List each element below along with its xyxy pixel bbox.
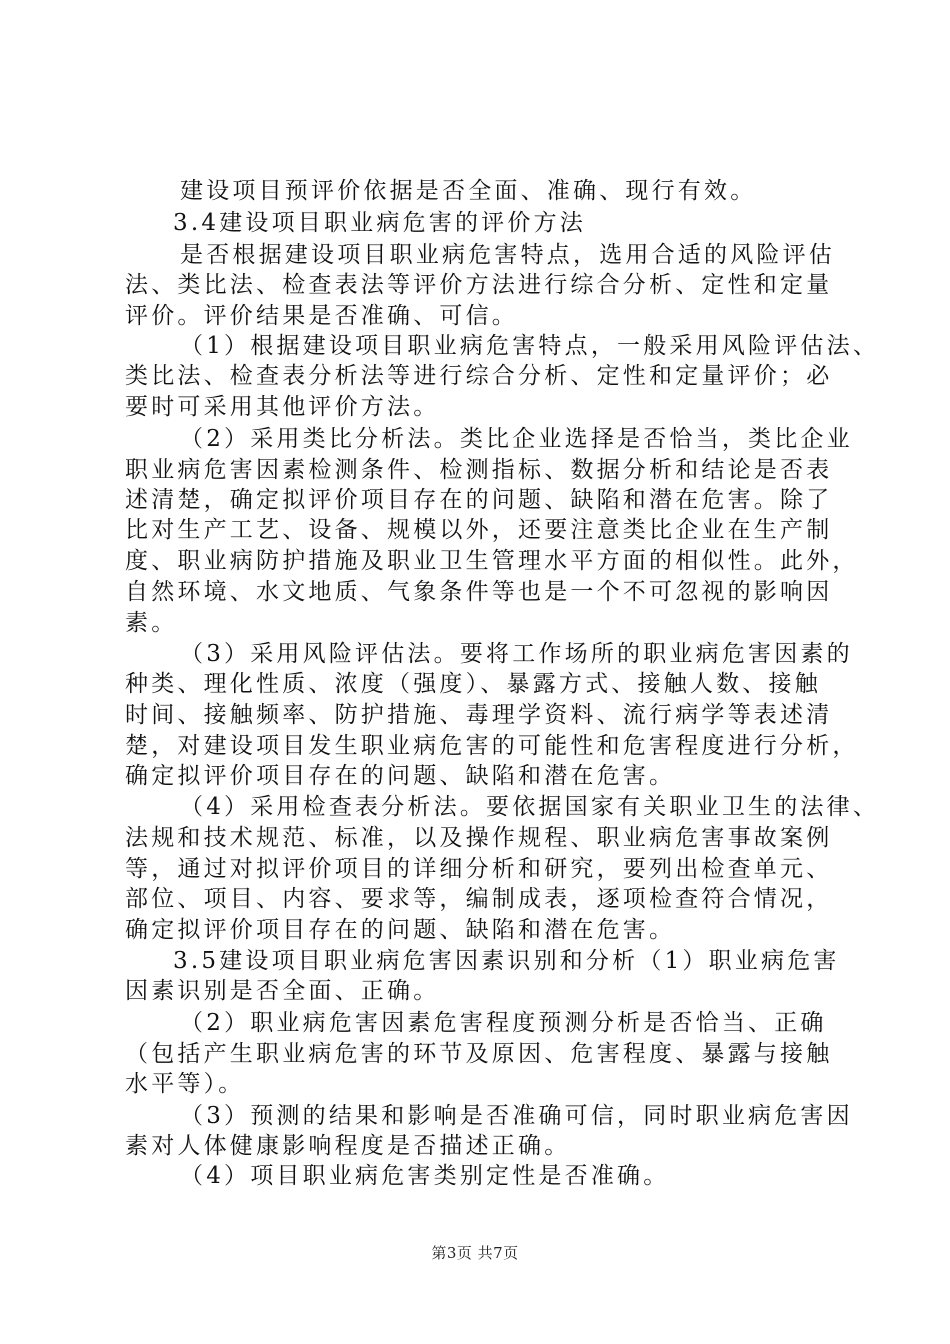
text-line: 自然环境、水文地质、气象条件等也是一个不可忽视的影响因 xyxy=(125,579,833,605)
text-line: （4）项目职业病危害类别定性是否准确。 xyxy=(180,1163,670,1189)
text-line: （2）职业病危害因素危害程度预测分析是否恰当、正确 xyxy=(180,1010,827,1036)
text-line: 法、类比法、检查表法等评价方法进行综合分析、定性和定量 xyxy=(125,272,833,298)
text-line: 素对人体健康影响程度是否描述正确。 xyxy=(125,1133,571,1159)
text-line: 时间、接触频率、防护措施、毒理学资料、流行病学等表述清 xyxy=(125,702,833,728)
text-line: 等，通过对拟评价项目的详细分析和研究，要列出检查单元、 xyxy=(125,856,833,882)
text-line: 比对生产工艺、设备、规模以外，还要注意类比企业在生产制 xyxy=(125,517,833,543)
text-line: （3）预测的结果和影响是否准确可信，同时职业病危害因 xyxy=(180,1103,853,1129)
text-line: 楚，对建设项目发生职业病危害的可能性和危害程度进行分析， xyxy=(125,733,859,759)
section-heading: 3.4建设项目职业病危害的评价方法 xyxy=(173,210,586,236)
text-line: 职业病危害因素检测条件、检测指标、数据分析和结论是否表 xyxy=(125,457,833,483)
text-line: 部位、项目、内容、要求等，编制成表，逐项检查符合情况， xyxy=(125,886,833,912)
text-line: 类比法、检查表分析法等进行综合分析、定性和定量评价；必 xyxy=(125,363,833,389)
text-line: 述清楚，确定拟评价项目存在的问题、缺陷和潜在危害。除了 xyxy=(125,487,833,513)
text-line: 因素识别是否全面、正确。 xyxy=(125,978,440,1004)
text-line: 是否根据建设项目职业病危害特点，选用合适的风险评估 xyxy=(180,242,835,268)
text-line: 建设项目预评价依据是否全面、准确、现行有效。 xyxy=(180,178,757,204)
text-line: （3）采用风险评估法。要将工作场所的职业病危害因素的 xyxy=(180,641,853,667)
text-line: （2）采用类比分析法。类比企业选择是否恰当，类比企业 xyxy=(180,426,853,452)
text-line: 种类、理化性质、浓度（强度）、暴露方式、接触人数、接触 xyxy=(125,671,821,697)
text-line: 法规和技术规范、标准，以及操作规程、职业病危害事故案例 xyxy=(125,825,833,851)
section-heading: 3.5建设项目职业病危害因素识别和分析（1）职业病危害 xyxy=(173,948,840,974)
page-number-footer: 第3页 共7页 xyxy=(431,1244,519,1262)
text-line: 确定拟评价项目存在的问题、缺陷和潜在危害。 xyxy=(125,763,676,789)
text-line: 水平等）。 xyxy=(125,1071,245,1097)
text-line: （包括产生职业病危害的环节及原因、危害程度、暴露与接触 xyxy=(125,1041,833,1067)
text-line: 素。 xyxy=(125,610,178,636)
text-line: （4）采用检查表分析法。要依据国家有关职业卫生的法律、 xyxy=(180,794,880,820)
text-line: 度、职业病防护措施及职业卫生管理水平方面的相似性。此外， xyxy=(125,548,859,574)
text-line: 确定拟评价项目存在的问题、缺陷和潜在危害。 xyxy=(125,917,676,943)
text-line: 评价。评价结果是否准确、可信。 xyxy=(125,303,518,329)
text-line: 要时可采用其他评价方法。 xyxy=(125,394,440,420)
text-line: （1）根据建设项目职业病危害特点，一般采用风险评估法、 xyxy=(180,333,880,359)
